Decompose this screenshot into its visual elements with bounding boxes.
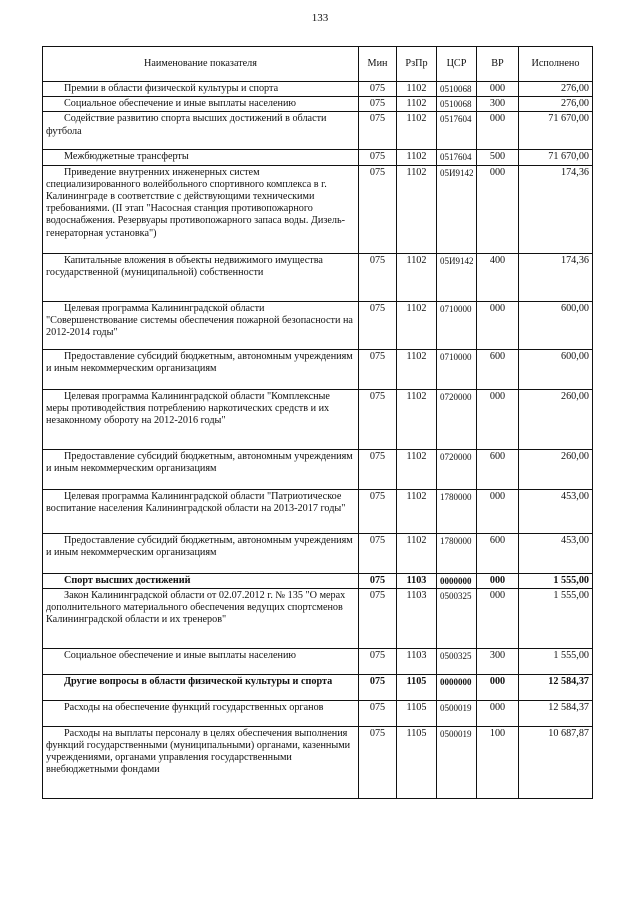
amount-cell: 12 584,37 [519,700,593,726]
min-cell: 075 [359,489,397,533]
csr-cell: 0500019 [437,700,477,726]
csr-cell: 0500019 [437,726,477,798]
min-cell: 075 [359,349,397,389]
vr-cell: 500 [477,150,519,165]
rzpr-cell: 1103 [397,573,437,588]
table-row [43,449,593,489]
budget-table [42,46,593,799]
name-text: Содействие развитию спорта высших достижений в области футбола [46,113,327,137]
vr-cell: 600 [477,349,519,389]
vr-cell: 000 [477,573,519,588]
name-text: Премии в области физической культуры и спорта [64,83,279,94]
rzpr-cell: 1102 [397,349,437,389]
name-text: Социальное обеспечение и иные выплаты населению [64,98,297,110]
table-row [43,165,593,253]
csr-cell: 0000000 [437,674,477,700]
name-text: Капитальные вложения в объекты недвижимого имущества государственной (муниципальной) собственности [46,254,323,278]
csr-cell: 0517604 [437,150,477,165]
amount-cell: 260,00 [519,389,593,449]
name-text: Целевая программа Калининградской области "Патриотическое воспитание населения Калининградской области на 2013-2017 годы" [46,490,346,514]
min-cell: 075 [359,112,397,150]
table-header-row [43,47,593,82]
vr-cell: 000 [477,389,519,449]
csr-cell: 0517604 [437,112,477,150]
table-row [43,349,593,389]
rzpr-cell: 1105 [397,700,437,726]
amount-cell: 1 555,00 [519,573,593,588]
csr-cell: 0510068 [437,82,477,97]
amount-cell: 10 687,87 [519,726,593,798]
name-cell [43,648,359,674]
rzpr-cell: 1102 [397,301,437,349]
table-row [43,726,593,798]
amount-cell: 174,36 [519,253,593,301]
csr-cell: 0000000 [437,573,477,588]
rzpr-cell: 1102 [397,253,437,301]
rzpr-cell: 1103 [397,648,437,674]
name-cell [43,301,359,349]
csr-cell: 1780000 [437,533,477,573]
name-cell [43,112,359,150]
vr-cell: 000 [477,489,519,533]
amount-cell: 12 584,37 [519,674,593,700]
csr-cell: 05И9142 [437,253,477,301]
csr-cell: 1780000 [437,489,477,533]
amount-cell: 276,00 [519,82,593,97]
amount-cell: 260,00 [519,449,593,489]
name-text: Расходы на выплаты персоналу в целях обеспечения выполнения функций государственными (муниципальными) органами, казенными учреждениями, органами управления государственными внебюджетными фондами [46,727,351,776]
rzpr-cell: 1105 [397,726,437,798]
rzpr-cell: 1102 [397,82,437,97]
csr-cell: 0500325 [437,648,477,674]
name-cell [43,150,359,165]
min-cell: 075 [359,533,397,573]
rzpr-cell: 1102 [397,489,437,533]
min-cell: 075 [359,253,397,301]
table-row [43,674,593,700]
vr-cell: 600 [477,449,519,489]
vr-cell: 300 [477,97,519,112]
amount-cell: 71 670,00 [519,112,593,150]
name-cell [43,349,359,389]
amount-cell: 1 555,00 [519,588,593,648]
csr-cell: 0720000 [437,389,477,449]
name-cell [43,253,359,301]
table-row [43,588,593,648]
name-text: Межбюджетные трансферты [64,151,189,163]
min-cell: 075 [359,150,397,165]
header-rzpr: РзПр [397,47,437,82]
rzpr-cell: 1102 [397,533,437,573]
rzpr-cell: 1103 [397,588,437,648]
table-row [43,150,593,165]
vr-cell: 400 [477,253,519,301]
table-row [43,97,593,112]
vr-cell: 000 [477,82,519,97]
vr-cell: 000 [477,700,519,726]
page-number: 133 [311,12,329,24]
amount-cell: 453,00 [519,533,593,573]
csr-cell: 0510068 [437,97,477,112]
name-cell [43,533,359,573]
name-text: Приведение внутренних инженерных систем специализированного волейбольного спортивного комплекса в г. Калининграде в соответствие с действующими техническими требованиями. (II этап "Насосная станция противопожарного водоснабжения. Резервуары противопожарного запаса воды. Дизель-генераторная установка") [46,166,345,239]
name-cell [43,449,359,489]
vr-cell: 300 [477,648,519,674]
amount-cell: 174,36 [519,165,593,253]
name-cell [43,674,359,700]
rzpr-cell: 1102 [397,150,437,165]
min-cell: 075 [359,648,397,674]
min-cell: 075 [359,588,397,648]
table-body [43,82,593,799]
name-text: Закон Калининградской области от 02.07.2012 г. № 135 "О мерах дополнительного материального обеспечения ведущих спортсменов Калининградской области и их тренеров" [46,589,346,626]
min-cell: 075 [359,700,397,726]
table-row [43,700,593,726]
amount-cell: 1 555,00 [519,648,593,674]
amount-cell: 453,00 [519,489,593,533]
vr-cell: 100 [477,726,519,798]
name-text: Социальное обеспечение и иные выплаты населению [64,649,297,661]
rzpr-cell: 1102 [397,97,437,112]
amount-cell: 276,00 [519,97,593,112]
amount-cell: 71 670,00 [519,150,593,165]
table-row [43,648,593,674]
name-cell [43,82,359,97]
min-cell: 075 [359,573,397,588]
name-cell [43,389,359,449]
min-cell: 075 [359,726,397,798]
name-text: Предоставление субсидий бюджетным, автономным учреждениям и иным некоммерческим организациям [46,350,353,374]
vr-cell: 600 [477,533,519,573]
table-row [43,82,593,97]
rzpr-cell: 1105 [397,674,437,700]
min-cell: 075 [359,82,397,97]
name-text: Предоставление субсидий бюджетным, автономным учреждениям и иным некоммерческим организациям [46,450,353,474]
vr-cell: 000 [477,165,519,253]
name-cell [43,489,359,533]
name-cell [43,97,359,112]
min-cell: 075 [359,389,397,449]
name-cell [43,700,359,726]
csr-cell: 0710000 [437,301,477,349]
csr-cell: 0500325 [437,588,477,648]
table-row [43,112,593,150]
rzpr-cell: 1102 [397,389,437,449]
table-row [43,389,593,449]
rzpr-cell: 1102 [397,449,437,489]
table-row [43,489,593,533]
name-text: Расходы на обеспечение функций государственных органов [64,701,324,713]
csr-cell: 0710000 [437,349,477,389]
header-csr: ЦСР [437,47,477,82]
header-executed: Исполнено [519,47,593,82]
vr-cell: 000 [477,112,519,150]
name-text: Целевая программа Калининградской области "Комплексные меры противодействия потреблению наркотических средств и их незаконному обороту на 2012-2016 годы" [46,390,330,427]
header-name: Наименование показателя [43,47,359,82]
min-cell: 075 [359,674,397,700]
table-row [43,573,593,588]
min-cell: 075 [359,301,397,349]
table-row [43,533,593,573]
header-vr: ВР [477,47,519,82]
name-cell [43,165,359,253]
header-min: Мин [359,47,397,82]
csr-cell: 0720000 [437,449,477,489]
amount-cell: 600,00 [519,349,593,389]
min-cell: 075 [359,165,397,253]
name-text: Спорт высших достижений [64,574,191,586]
amount-cell: 600,00 [519,301,593,349]
min-cell: 075 [359,97,397,112]
name-cell [43,726,359,798]
name-cell [43,573,359,588]
table-row [43,253,593,301]
name-text: Предоставление субсидий бюджетным, автономным учреждениям и иным некоммерческим организациям [46,534,353,558]
table-row [43,301,593,349]
vr-cell: 000 [477,674,519,700]
name-text: Другие вопросы в области физической культуры и спорта [64,675,333,687]
name-cell [43,588,359,648]
min-cell: 075 [359,449,397,489]
name-text: Целевая программа Калининградской области "Совершенствование системы обеспечения пожарной безопасности на 2012-2014 годы" [46,302,353,339]
vr-cell: 000 [477,301,519,349]
vr-cell: 000 [477,588,519,648]
rzpr-cell: 1102 [397,165,437,253]
rzpr-cell: 1102 [397,112,437,150]
csr-cell: 05И9142 [437,165,477,253]
